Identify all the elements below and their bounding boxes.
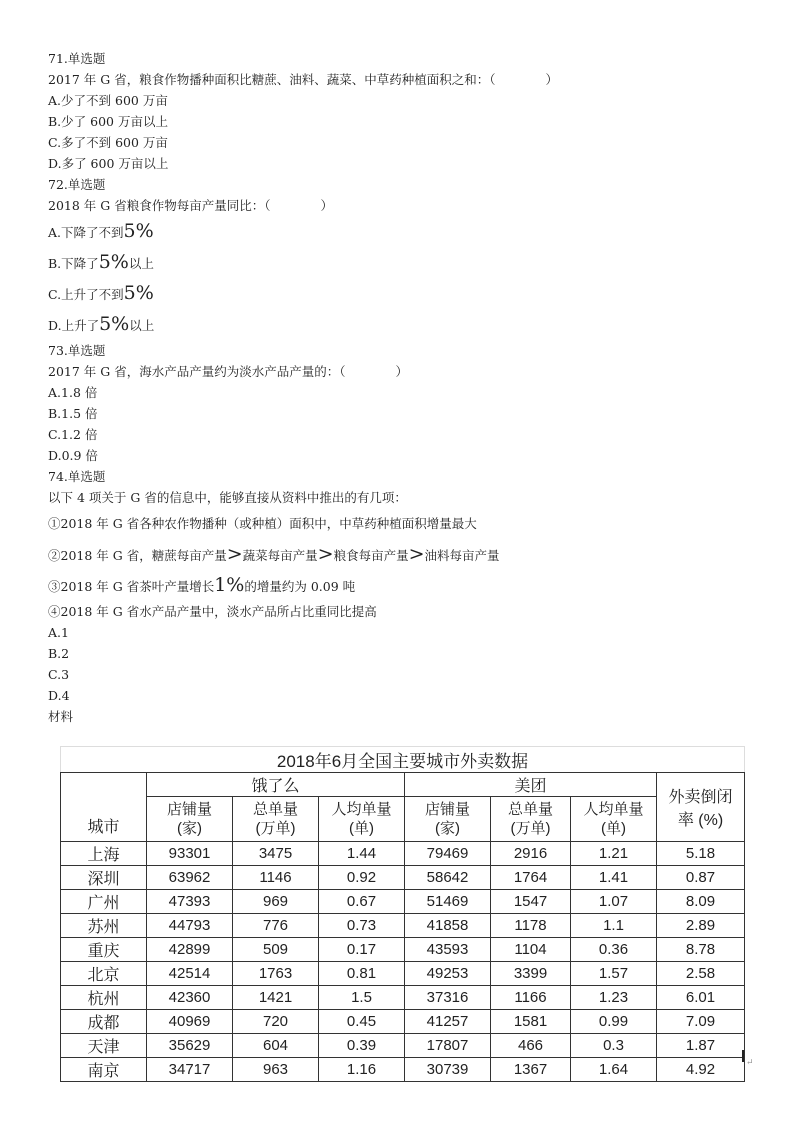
table-row bbox=[61, 890, 745, 914]
option-c: C.1.2 倍 bbox=[48, 427, 98, 442]
table-body bbox=[61, 842, 745, 1082]
value-cell: 1547 bbox=[491, 890, 571, 914]
question-stem: 2018 年 G 省粮食作物每亩产量同比：（ ） bbox=[48, 198, 333, 213]
value-cell: 3399 bbox=[491, 962, 571, 986]
option-d: D.多了 600 万亩以上 bbox=[48, 156, 169, 171]
value-cell: 7.09 bbox=[657, 1010, 745, 1034]
option-a: A.1 bbox=[48, 625, 69, 640]
brand-eleme: 饿了么 bbox=[147, 773, 405, 797]
option-b: B.下降了5%以上 bbox=[48, 251, 154, 273]
value-cell: 1146 bbox=[233, 866, 319, 890]
value-cell: 2.58 bbox=[657, 962, 745, 986]
value-cell: 1.07 bbox=[571, 890, 657, 914]
value-cell: 0.36 bbox=[571, 938, 657, 962]
value-cell: 34717 bbox=[147, 1058, 233, 1082]
question-number: 71.单选题 bbox=[48, 51, 106, 66]
value-cell: 1763 bbox=[233, 962, 319, 986]
option-c: C.多了不到 600 万亩 bbox=[48, 135, 168, 150]
value-cell: 1.87 bbox=[657, 1034, 745, 1058]
value-cell: 466 bbox=[491, 1034, 571, 1058]
value-cell: 42899 bbox=[147, 938, 233, 962]
value-cell: 1.21 bbox=[571, 842, 657, 866]
city-cell: 广州 bbox=[61, 890, 147, 914]
question-stem: 2017 年 G 省，粮食作物播种面积比糖蔗、油料、蔬菜、中草药种植面积之和：（ ） bbox=[48, 72, 558, 87]
value-cell: 58642 bbox=[405, 866, 491, 890]
city-cell: 重庆 bbox=[61, 938, 147, 962]
col-header: 总单量 (万单) bbox=[233, 797, 319, 842]
question-number: 72.单选题 bbox=[48, 177, 106, 192]
city-cell: 苏州 bbox=[61, 914, 147, 938]
option-d: D.0.9 倍 bbox=[48, 448, 98, 463]
value-cell: 0.67 bbox=[319, 890, 405, 914]
value-cell: 1166 bbox=[491, 986, 571, 1010]
question-number: 74.单选题 bbox=[48, 469, 106, 484]
value-cell: 40969 bbox=[147, 1010, 233, 1034]
value-cell: 8.09 bbox=[657, 890, 745, 914]
col-header: 人均单量 (单) bbox=[319, 797, 405, 842]
city-cell: 杭州 bbox=[61, 986, 147, 1010]
value-cell: 0.81 bbox=[319, 962, 405, 986]
value-cell: 17807 bbox=[405, 1034, 491, 1058]
table-row bbox=[61, 938, 745, 962]
value-cell: 6.01 bbox=[657, 986, 745, 1010]
option-d: D.4 bbox=[48, 688, 70, 703]
value-cell: 51469 bbox=[405, 890, 491, 914]
value-cell: 1.23 bbox=[571, 986, 657, 1010]
city-cell: 深圳 bbox=[61, 866, 147, 890]
value-cell: 0.92 bbox=[319, 866, 405, 890]
city-cell: 成都 bbox=[61, 1010, 147, 1034]
material-label: 材料 bbox=[48, 709, 74, 724]
option-b: B.1.5 倍 bbox=[48, 406, 98, 421]
city-cell: 天津 bbox=[61, 1034, 147, 1058]
statement-1: ①2018 年 G 省各种农作物播种（或种植）面积中，中草药种植面积增量最大 bbox=[48, 516, 477, 531]
value-cell: 1.16 bbox=[319, 1058, 405, 1082]
value-cell: 8.78 bbox=[657, 938, 745, 962]
value-cell: 37316 bbox=[405, 986, 491, 1010]
value-cell: 1.41 bbox=[571, 866, 657, 890]
statement-4: ④2018 年 G 省水产品产量中，淡水产品所占比重同比提高 bbox=[48, 604, 377, 619]
option-b: B.少了 600 万亩以上 bbox=[48, 114, 168, 129]
value-cell: 776 bbox=[233, 914, 319, 938]
question-stem: 以下 4 项关于 G 省的信息中，能够直接从资料中推出的有几项： bbox=[48, 490, 407, 505]
value-cell: 0.3 bbox=[571, 1034, 657, 1058]
city-cell: 南京 bbox=[61, 1058, 147, 1082]
value-cell: 969 bbox=[233, 890, 319, 914]
option-a: A.下降了不到5% bbox=[48, 220, 154, 242]
value-cell: 1178 bbox=[491, 914, 571, 938]
table-row bbox=[61, 914, 745, 938]
statement-3: ③2018 年 G 省茶叶产量增长1%的增量约为 0.09 吨 bbox=[48, 574, 356, 596]
value-cell: 43593 bbox=[405, 938, 491, 962]
option-d: D.上升了5%以上 bbox=[48, 313, 155, 335]
table-row bbox=[61, 866, 745, 890]
col-header: 人均单量 (单) bbox=[571, 797, 657, 842]
col-header: 店铺量 (家) bbox=[147, 797, 233, 842]
value-cell: 1.64 bbox=[571, 1058, 657, 1082]
brand-meituan: 美团 bbox=[405, 773, 657, 797]
value-cell: 509 bbox=[233, 938, 319, 962]
value-cell: 79469 bbox=[405, 842, 491, 866]
col-header: 店铺量 (家) bbox=[405, 797, 491, 842]
value-cell: 44793 bbox=[147, 914, 233, 938]
value-cell: 0.87 bbox=[657, 866, 745, 890]
statement-2: ②2018 年 G 省，糖蔗每亩产量>蔬菜每亩产量>粮食每亩产量>油料每亩产量 bbox=[48, 543, 500, 565]
value-cell: 1.57 bbox=[571, 962, 657, 986]
table-row bbox=[61, 1034, 745, 1058]
value-cell: 0.39 bbox=[319, 1034, 405, 1058]
value-cell: 49253 bbox=[405, 962, 491, 986]
text-cursor bbox=[742, 1050, 744, 1062]
question-list bbox=[48, 48, 768, 727]
value-cell: 42360 bbox=[147, 986, 233, 1010]
value-cell: 4.92 bbox=[657, 1058, 745, 1082]
value-cell: 35629 bbox=[147, 1034, 233, 1058]
question-number: 73.单选题 bbox=[48, 343, 106, 358]
city-header: 城市 bbox=[61, 773, 147, 842]
table-row bbox=[61, 1010, 745, 1034]
value-cell: 0.73 bbox=[319, 914, 405, 938]
col-header-closure-rate: 外卖倒闭 率 (%) bbox=[657, 773, 745, 842]
table-row bbox=[61, 986, 745, 1010]
value-cell: 1.5 bbox=[319, 986, 405, 1010]
table-row bbox=[61, 962, 745, 986]
value-cell: 5.18 bbox=[657, 842, 745, 866]
paragraph-mark-icon: ↵ bbox=[746, 1058, 754, 1068]
takeout-data-table bbox=[60, 746, 745, 1082]
option-b: B.2 bbox=[48, 646, 70, 661]
table-title: 2018年6月全国主要城市外卖数据 bbox=[61, 747, 745, 773]
value-cell: 2916 bbox=[491, 842, 571, 866]
value-cell: 1.44 bbox=[319, 842, 405, 866]
value-cell: 604 bbox=[233, 1034, 319, 1058]
value-cell: 42514 bbox=[147, 962, 233, 986]
question-stem: 2017 年 G 省，海水产品产量约为淡水产品产量的：（ ） bbox=[48, 364, 408, 379]
col-header: 总单量 (万单) bbox=[491, 797, 571, 842]
value-cell: 47393 bbox=[147, 890, 233, 914]
value-cell: 1421 bbox=[233, 986, 319, 1010]
value-cell: 41858 bbox=[405, 914, 491, 938]
city-cell: 北京 bbox=[61, 962, 147, 986]
value-cell: 41257 bbox=[405, 1010, 491, 1034]
value-cell: 2.89 bbox=[657, 914, 745, 938]
value-cell: 3475 bbox=[233, 842, 319, 866]
option-a: A.少了不到 600 万亩 bbox=[48, 93, 168, 108]
value-cell: 63962 bbox=[147, 866, 233, 890]
value-cell: 0.17 bbox=[319, 938, 405, 962]
takeout-data-table-wrap bbox=[60, 746, 744, 1082]
value-cell: 1581 bbox=[491, 1010, 571, 1034]
value-cell: 720 bbox=[233, 1010, 319, 1034]
value-cell: 93301 bbox=[147, 842, 233, 866]
table-row bbox=[61, 1058, 745, 1082]
option-a: A.1.8 倍 bbox=[48, 385, 98, 400]
value-cell: 30739 bbox=[405, 1058, 491, 1082]
value-cell: 963 bbox=[233, 1058, 319, 1082]
value-cell: 1367 bbox=[491, 1058, 571, 1082]
city-cell: 上海 bbox=[61, 842, 147, 866]
value-cell: 0.99 bbox=[571, 1010, 657, 1034]
value-cell: 1764 bbox=[491, 866, 571, 890]
option-c: C.上升了不到5% bbox=[48, 282, 154, 304]
table-row bbox=[61, 842, 745, 866]
value-cell: 1104 bbox=[491, 938, 571, 962]
value-cell: 0.45 bbox=[319, 1010, 405, 1034]
option-c: C.3 bbox=[48, 667, 70, 682]
value-cell: 1.1 bbox=[571, 914, 657, 938]
